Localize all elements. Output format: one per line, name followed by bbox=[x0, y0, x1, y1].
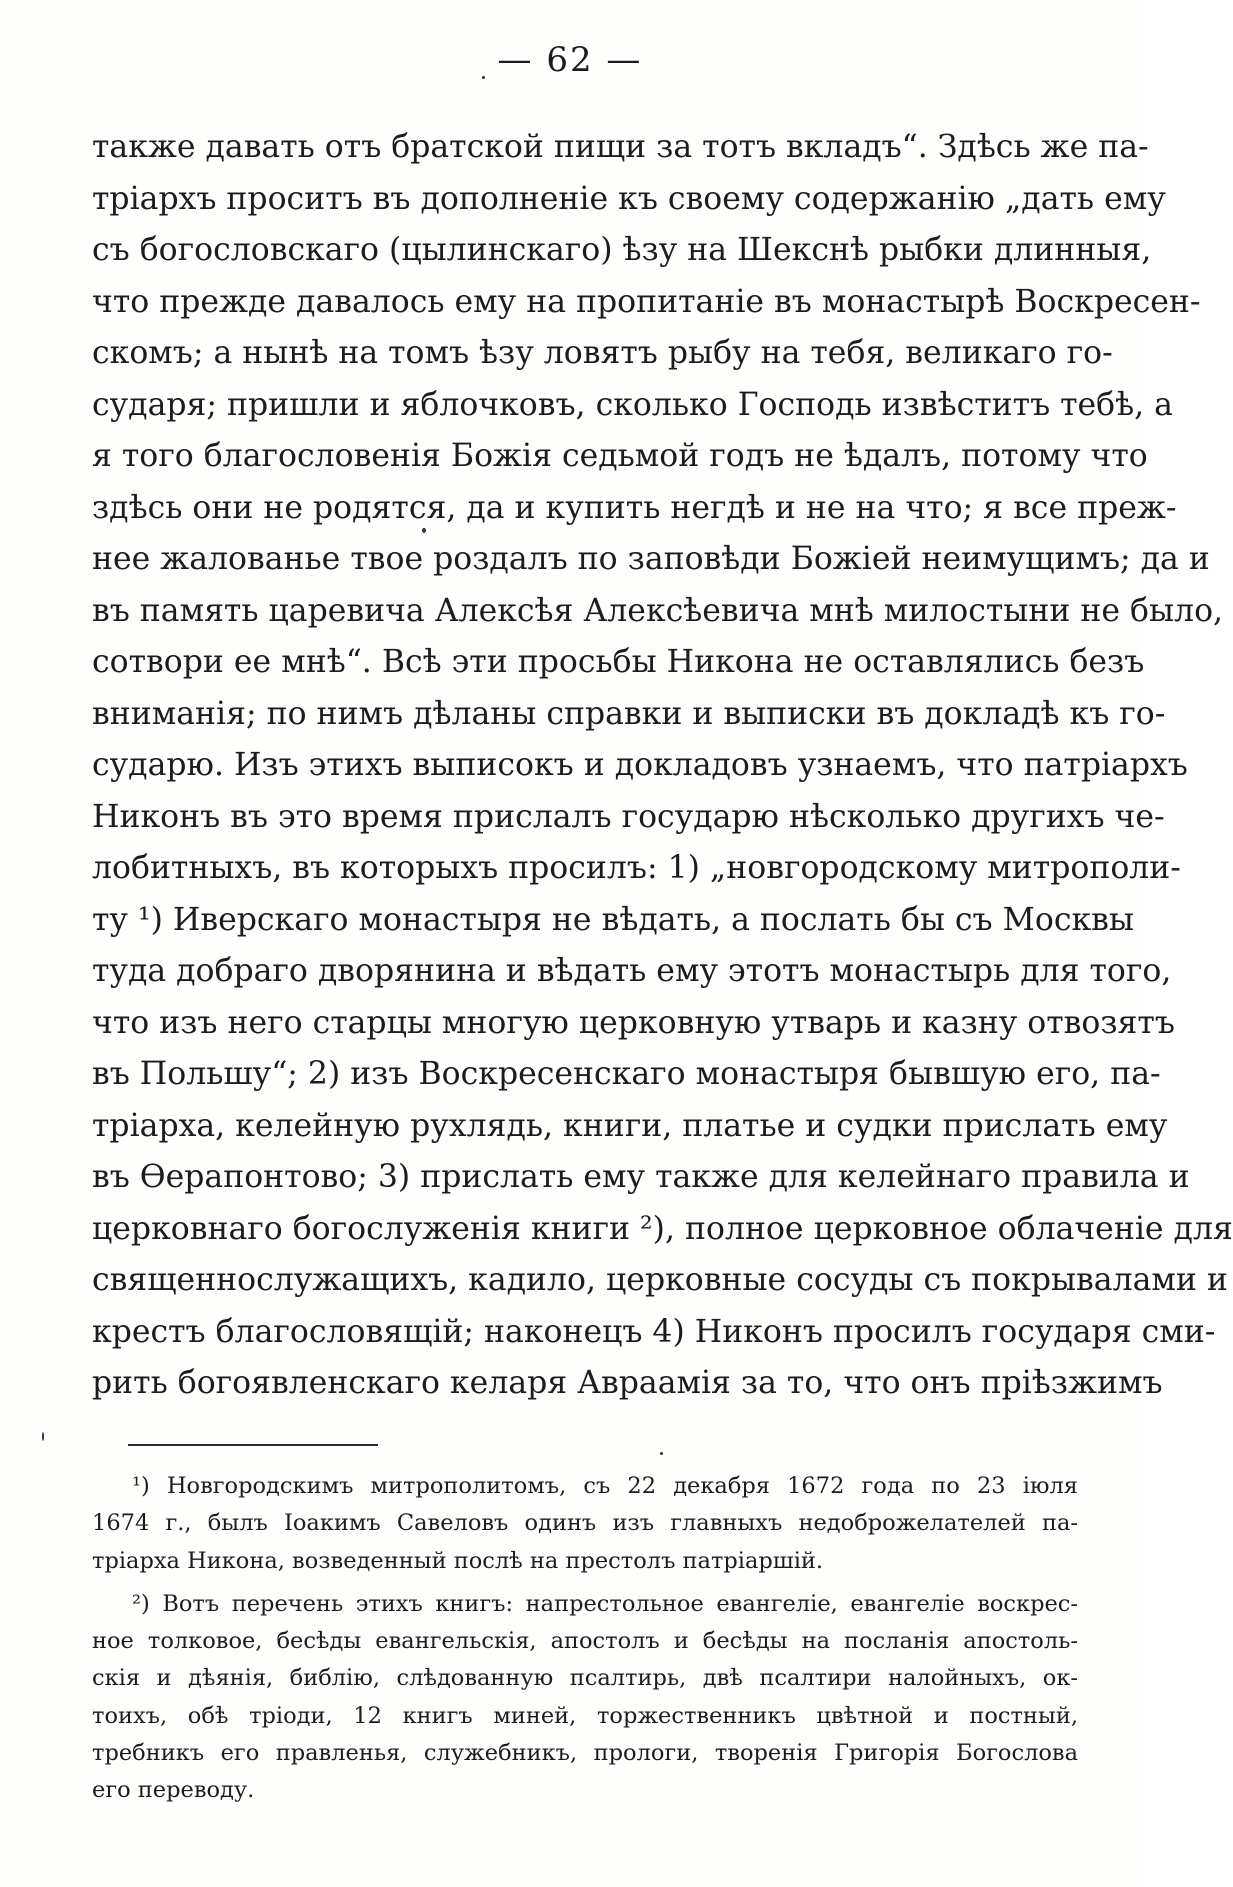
text-line: въ Польшу“; 2) изъ Воскресенскаго монастыря бывшую его, па- bbox=[92, 1056, 1161, 1092]
text-line: священнослужащихъ, кадило, церковные сосуды съ покрывалами и bbox=[92, 1262, 1228, 1298]
text-line: крестъ благословящій; наконецъ 4) Никонъ просилъ государя сми- bbox=[92, 1313, 1216, 1350]
print-speck bbox=[422, 528, 426, 533]
text-line: тріархъ проситъ въ дополненіе къ своему содержанію „дать ему bbox=[92, 180, 1166, 217]
footnote-2 bbox=[92, 1586, 1078, 1810]
text-line: церковнаго богослуженія книги ²), полное церковное облаченіе для bbox=[92, 1210, 1233, 1247]
text-line: здѣсь они не родятся, да и купить негдѣ и не на что; я все преж- bbox=[92, 489, 1177, 526]
footnote-line: его переводу. bbox=[92, 1777, 255, 1804]
text-line: что прежде давалось ему на пропитаніе въ монастырѣ Воскресен- bbox=[92, 283, 1201, 320]
text-line: рить богоявленскаго келаря Авраамія за то, что онъ пріѣзжимъ bbox=[92, 1365, 1163, 1401]
text-line: также давать отъ братской пищи за тотъ вкладъ“. Здѣсь же па- bbox=[92, 129, 1149, 165]
footnote-1 bbox=[92, 1468, 1078, 1580]
footnote-line: скія и дѣянія, библію, слѣдованную псалтирь, двѣ псалтири налойныхъ, ок- bbox=[92, 1665, 1078, 1692]
text-line: нее жалованье твое роздалъ по заповѣди Божіей неимущимъ; да и bbox=[92, 541, 1210, 577]
text-line: скомъ; а нынѣ на томъ ѣзу ловятъ рыбу на тебя, великаго го- bbox=[92, 335, 1113, 371]
text-line: сотвори ее мнѣ“. Всѣ эти просьбы Никона не оставлялись безъ bbox=[92, 644, 1145, 680]
text-line: съ богословскаго (цылинскаго) ѣзу на Шекснѣ рыбки длинныя, bbox=[92, 232, 1152, 268]
footnote-line: ное толковое, бесѣды евангельскія, апостолъ и бесѣды на посланія апостоль- bbox=[92, 1628, 1078, 1655]
footnote-line: ¹) Новгородскимъ митрополитомъ, съ 22 декабря 1672 года по 23 іюля bbox=[132, 1473, 1078, 1499]
footnote-divider bbox=[128, 1444, 378, 1446]
text-line: ту ¹) Иверскаго монастыря не вѣдать, а послать бы съ Москвы bbox=[92, 901, 1134, 938]
text-line: сударя; пришли и яблочковъ, сколько Господь извѣститъ тебѣ, а bbox=[92, 386, 1173, 423]
main-text-block bbox=[92, 122, 1233, 1410]
footnotes-block bbox=[92, 1468, 1078, 1810]
footnote-line: тріарха Никона, возведенный послѣ на престолъ патріаршій. bbox=[92, 1547, 824, 1574]
footnote-line: 1674 г., былъ Іоакимъ Савеловъ одинъ изъ главныхъ недоброжелателей па- bbox=[92, 1510, 1078, 1537]
text-line: тріарха, келейную рухлядь, книги, платье и судки прислать ему bbox=[92, 1107, 1168, 1144]
text-line: что изъ него старцы многую церковную утварь и казну отвозятъ bbox=[92, 1004, 1175, 1041]
print-speck bbox=[42, 1432, 44, 1441]
page-number: — 62 — bbox=[497, 40, 643, 80]
footnote-line: ²) Вотъ перечень этихъ книгъ: напрестольное евангеліе, евангеліе воскрес- bbox=[132, 1590, 1078, 1617]
text-line: туда добраго дворянина и вѣдать ему этотъ монастырь для того, bbox=[92, 953, 1172, 989]
text-line: въ Ѳерапонтово; 3) прислать ему также для келейнаго правила и bbox=[92, 1159, 1190, 1195]
print-speck bbox=[482, 76, 485, 79]
text-line: въ память царевича Алексѣя Алексѣевича мнѣ милостыни не было, bbox=[92, 592, 1224, 629]
print-speck bbox=[660, 1452, 663, 1455]
text-line: я того благословенія Божія седьмой годъ не ѣдалъ, потому что bbox=[92, 438, 1148, 474]
text-line: Никонъ въ это время прислалъ государю нѣсколько другихъ че- bbox=[92, 798, 1165, 835]
footnote-line: тоихъ, обѣ тріоди, 12 книгъ миней, торжественникъ цвѣтной и постный, bbox=[92, 1702, 1078, 1729]
text-line: сударю. Изъ этихъ выписокъ и докладовъ узнаемъ, что патріархъ bbox=[92, 747, 1188, 783]
text-line: вниманія; по нимъ дѣланы справки и выписки въ докладѣ къ го- bbox=[92, 695, 1166, 732]
footnote-line: требникъ его правленья, служебникъ, прологи, творенія Григорія Богослова bbox=[92, 1740, 1078, 1767]
text-line: лобитныхъ, въ которыхъ просилъ: 1) „новгородскому митрополи- bbox=[92, 850, 1181, 886]
